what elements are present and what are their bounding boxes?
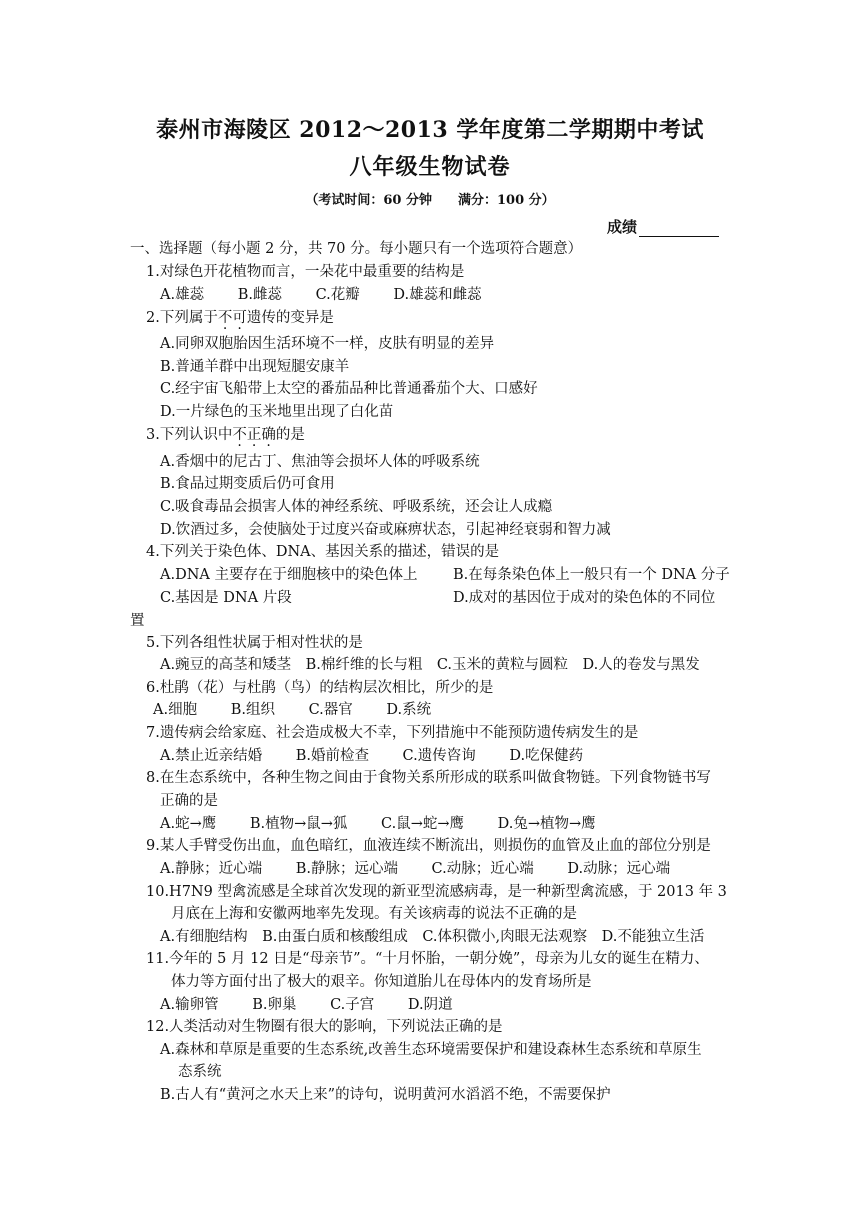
question-7-options: A.禁止近亲结婚 B.婚前检查 C.遗传咨询 D.吃保健药 [160,748,584,764]
question-2-option-a: A.同卵双胞胎因生活环境不一样，皮肤有明显的差异 [160,336,495,352]
question-4-stem: 4.下列关于染色体、DNA、基因关系的描述，错误的是 [146,544,500,560]
question-2-option-c: C.经宇宙飞船带上太空的番茄品种比普通番茄个大、口感好 [160,381,538,397]
score-label: 成绩 [607,218,638,236]
exam-title-line2: 八年级生物试卷 [349,154,511,180]
question-4-option-c: C.基因是 DNA 片段 [160,590,292,606]
emphasis-char: 不 [232,427,247,443]
question-7-stem: 7.遗传病会给家庭、社会造成极大不幸，下列措施中不能预防遗传病发生的是 [146,725,639,741]
question-9-stem: 9.某人手臂受伤出血，血色暗红，血液连续不断流出，则损伤的血管及止血的部位分别是 [146,838,711,854]
question-2-stem: 2.下列属于不可遗传的变异是 [146,310,334,326]
score-field [607,216,719,237]
exam-title-line1: 泰州市海陵区 2012～2013 学年度第二学期期中考试 [156,117,704,143]
question-1-options: A.雄蕊 B.雌蕊 C.花瓣 D.雄蕊和雌蕊 [160,287,482,303]
question-12-stem: 12.人类活动对生物圈有很大的影响，下列说法正确的是 [146,1019,503,1035]
question-3-option-d: D.饮酒过多，会使脑处于过度兴奋或麻痹状态，引起神经衰弱和智力减 [160,522,611,538]
emphasis-char: 正 [246,427,262,443]
question-10-stem: 10.H7N9 型禽流感是全球首次发现的新亚型流感病毒，是一种新型禽流感，于 2013 年 3 [146,884,727,900]
question-3-option-a: A.香烟中的尼古丁、焦油等会损坏人体的呼吸系统 [160,454,480,470]
question-11-options: A.输卵管 B.卵巢 C.子宫 D.阴道 [160,997,453,1013]
emphasis-char: 确 [261,427,276,443]
question-4-option-d: D.成对的基因位于成对的染色体的不同位 [453,590,716,606]
question-6-options: A.细胞 B.组织 C.器官 D.系统 [153,702,432,718]
question-11-stem-continued: 体力等方面付出了极大的艰辛。你知道胎儿在母体内的发育场所是 [171,974,592,990]
question-9-options: A.静脉；近心端 B.静脉；远心端 C.动脉；近心端 D.动脉；远心端 [160,861,671,877]
question-4-option-b: B.在每条染色体上一般只有一个 DNA 分子 [453,567,730,583]
question-4-option-a: A.DNA 主要存在于细胞核中的染色体上 [160,567,418,583]
emphasis-char: 可 [232,310,247,326]
question-5-stem: 5.下列各组性状属于相对性状的是 [146,635,363,651]
question-2-option-d: D.一片绿色的玉米地里出现了白化苗 [160,404,394,420]
question-5-options: A.豌豆的高茎和矮茎 B.棉纤维的长与粗 C.玉米的黄粒与圆粒 D.人的卷发与黑发 [160,657,700,673]
question-6-stem: 6.杜鹃（花）与杜鹃（鸟）的结构层次相比，所少的是 [146,680,494,696]
question-3-option-c: C.吸食毒品会损害人体的神经系统、呼吸系统，还会让人成瘾 [160,499,553,515]
question-12-option-b: B.古人有“黄河之水天上来”的诗句，说明黄河水滔滔不绝，不需要保护 [160,1087,611,1103]
question-2-option-b: B.普通羊群中出现短腿安康羊 [160,359,350,375]
question-8-stem-continued: 正确的是 [160,793,218,809]
question-8-options: A.蛇→鹰 B.植物→鼠→狐 C.鼠→蛇→鹰 D.兔→植物→鹰 [160,816,596,832]
question-12-option-a: A.森林和草原是重要的生态系统,改善生态环境需要保护和建设森林生态系统和草原生 [160,1042,702,1058]
question-10-stem-continued: 月底在上海和安徽两地率先发现。有关该病毒的说法不正确的是 [171,906,577,922]
exam-subtitle: （考试时间：60 分钟 满分：100 分） [305,193,555,208]
emphasis-char: 不 [217,310,233,326]
score-blank-line [639,222,719,237]
question-8-stem: 8.在生态系统中，各种生物之间由于食物关系所形成的联系叫做食物链。下列食物链书写 [146,770,711,786]
question-1-stem: 1.对绿色开花植物而言，一朵花中最重要的结构是 [146,264,465,280]
question-3-stem: 3.下列认识中不正确的是 [146,427,305,443]
question-4-option-d-continued: 置 [130,613,145,629]
question-11-stem: 11.今年的 5 月 12 日是“母亲节”。“十月怀胎，一朝分娩”，母亲为儿女的诞生在精力、 [146,951,709,967]
question-12-option-a-continued: 态系统 [178,1064,222,1080]
section-heading: 一、选择题（每小题 2 分，共 70 分。每小题只有一个选项符合题意） [130,241,583,257]
question-10-options: A.有细胞结构 B.由蛋白质和核酸组成 C.体积微小,肉眼无法观察 D.不能独立生活 [160,929,705,945]
question-3-option-b: B.食品过期变质后仍可食用 [160,476,335,492]
